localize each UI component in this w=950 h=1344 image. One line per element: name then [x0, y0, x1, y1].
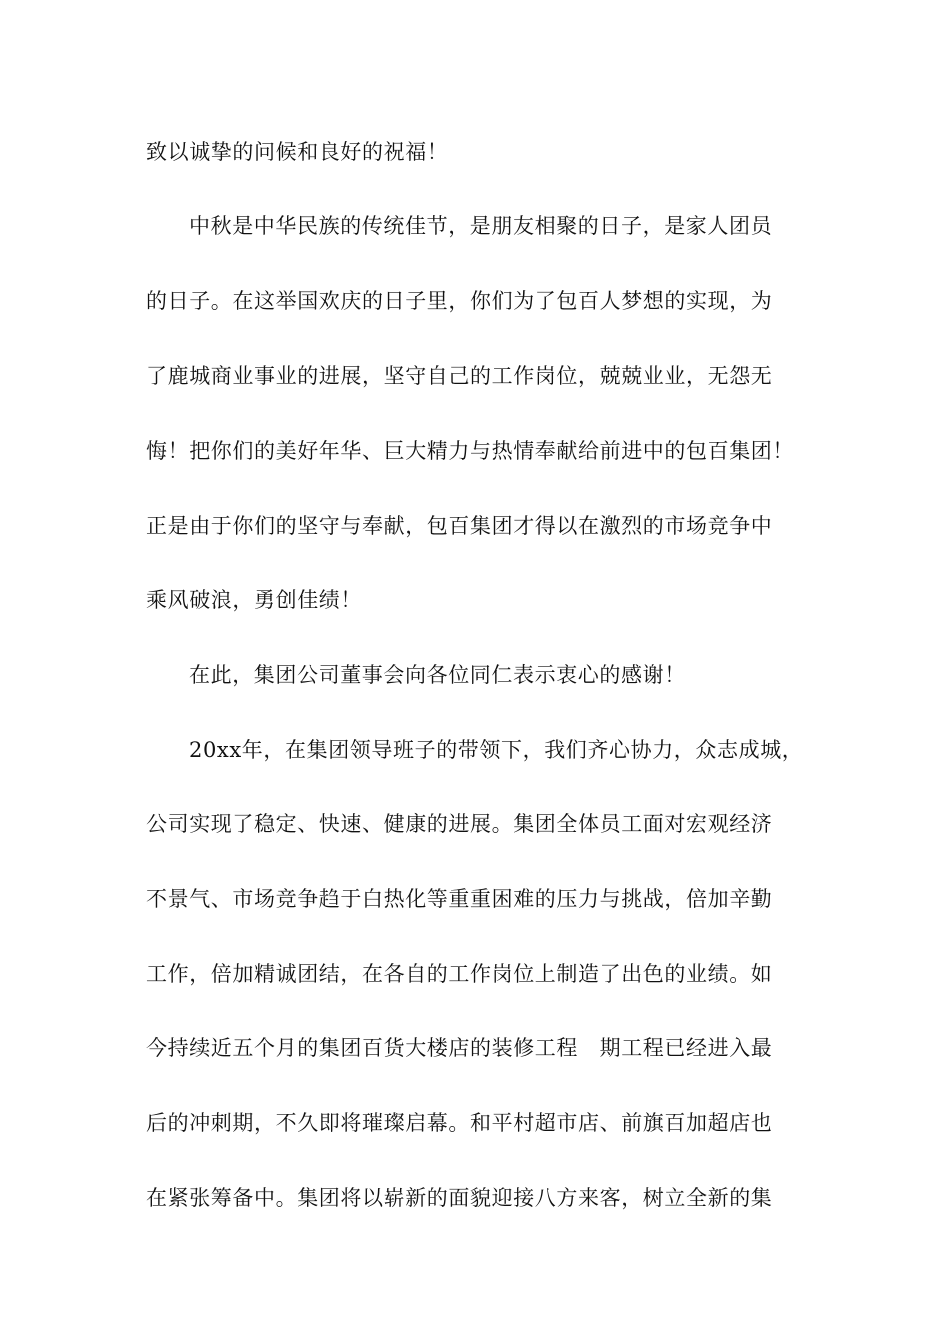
- text-line: 工作，倍加精诚团结，在各自的工作岗位上制造了出色的业绩。如: [146, 962, 773, 986]
- text-line: 正是由于你们的坚守与奉献，包百集团才得以在激烈的市场竞争中: [146, 514, 773, 538]
- text-line: 悔！把你们的美好年华、巨大精力与热情奉献给前进中的包百集团！: [146, 439, 794, 463]
- text-line: 致以诚挚的问候和良好的祝福！: [146, 140, 449, 164]
- text-line: 后的冲刺期，不久即将璀璨启幕。和平村超市店、前旗百加超店也: [146, 1111, 773, 1135]
- text-line: 了鹿城商业事业的进展，坚守自己的工作岗位，兢兢业业，无怨无: [146, 364, 773, 388]
- text-line: 乘风破浪，勇创佳绩！: [146, 588, 362, 612]
- text-line: 公司实现了稳定、快速、健康的进展。集团全体员工面对宏观经济: [146, 812, 773, 836]
- paragraph-start-line: 20xx年，在集团领导班子的带领下，我们齐心协力，众志成城，: [189, 738, 804, 762]
- text-line: 在紧张筹备中。集团将以崭新的面貌迎接八方来客，树立全新的集: [146, 1186, 773, 1210]
- paragraph-start-line: 中秋是中华民族的传统佳节，是朋友相聚的日子，是家人团员: [189, 214, 773, 238]
- paragraph-start-line: 在此，集团公司董事会向各位同仁表示衷心的感谢！: [189, 663, 686, 687]
- text-line: 不景气、市场竞争趋于白热化等重重困难的压力与挑战，倍加辛勤: [146, 887, 773, 911]
- text-line: 的日子。在这举国欢庆的日子里，你们为了包百人梦想的实现，为: [146, 289, 773, 313]
- text-line: 今持续近五个月的集团百货大楼店的装修工程 期工程已经进入最: [146, 1036, 773, 1060]
